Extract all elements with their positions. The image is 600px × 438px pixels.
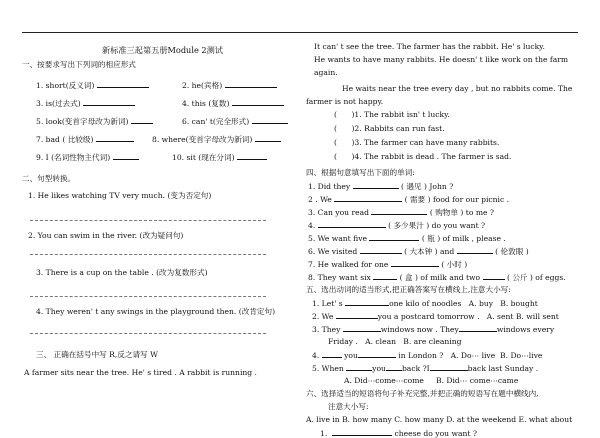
section6-heading: 六、选择适当的短语将句子补充完整,并把正确的短语写在题中横线内, bbox=[306, 389, 539, 398]
s1-item-5: 5. look(变首字母改为新词) bbox=[36, 116, 153, 126]
s4-item-5: 5. We want five ( 瓶 ) of milk , please . bbox=[308, 234, 506, 243]
s1-item-1: 1. short(反义词) bbox=[36, 80, 149, 90]
s1-item-9: 9. I (名词性物主代词) bbox=[36, 152, 139, 162]
answer-paren[interactable]: ( ) bbox=[334, 138, 355, 147]
answer-blank[interactable] bbox=[391, 259, 439, 267]
answer-blank[interactable] bbox=[255, 134, 281, 142]
section2-heading: 二、句型转换。 bbox=[22, 174, 76, 183]
answer-blank[interactable] bbox=[371, 207, 427, 215]
answer-blank[interactable] bbox=[353, 181, 399, 189]
answer-blank[interactable] bbox=[232, 98, 284, 106]
s1-item-3: 3. is(过去式) bbox=[36, 98, 135, 108]
answer-blank[interactable] bbox=[369, 233, 419, 241]
s5-item-3: 3. They windows now . They windows every bbox=[312, 325, 555, 334]
s6-options: A. live in B. how many C. how many D. at the weekend E. what about bbox=[306, 415, 573, 424]
s4-item-8: 8. They want six ( 盒 ) of milk and two ( 公斤 ) of eggs. bbox=[308, 273, 566, 282]
s3-passage-line-4: again. bbox=[314, 68, 338, 77]
answer-blank[interactable] bbox=[360, 246, 402, 254]
s1-item-2: 2. he(宾格) bbox=[182, 80, 277, 90]
s3-item-1: ( )1. The rabbit isn' t lucky. bbox=[334, 110, 450, 119]
answer-line[interactable] bbox=[30, 333, 266, 334]
s3-item-3: ( )3. The farmer can have many rabbits. bbox=[334, 138, 500, 147]
s1-item-4: 4. this (复数) bbox=[182, 98, 284, 108]
answer-blank[interactable] bbox=[225, 80, 277, 88]
answer-blank[interactable] bbox=[483, 272, 505, 280]
answer-blank[interactable] bbox=[322, 350, 342, 358]
answer-blank[interactable] bbox=[96, 134, 134, 142]
section5-heading: 五、选出动词的适当形式,把正确答案写在横线上,注意大小写: bbox=[306, 285, 511, 294]
section6-heading-cont: 注意大小写: bbox=[328, 402, 369, 411]
answer-paren[interactable]: ( ) bbox=[334, 152, 355, 161]
s5-item-5: 5. When you back ?I back last Sunday . bbox=[312, 364, 539, 373]
answer-blank[interactable] bbox=[97, 80, 149, 88]
s6-item-1: 1. cheese do you want ? bbox=[320, 429, 477, 438]
answer-blank[interactable] bbox=[113, 152, 139, 160]
answer-paren[interactable]: ( ) bbox=[334, 124, 355, 133]
answer-blank[interactable] bbox=[459, 324, 497, 332]
answer-blank[interactable] bbox=[358, 350, 396, 358]
answer-blank[interactable] bbox=[252, 116, 288, 124]
answer-line[interactable] bbox=[30, 220, 266, 221]
s2-item-4: 4. They weren' t any swings in the playground then. (改肯定句) bbox=[36, 307, 276, 316]
s4-item-1: 1. Did they ( 遇见 ) John ? bbox=[308, 182, 454, 191]
top-rule bbox=[22, 32, 578, 33]
s3-passage-line-3: He wants to have many rabbits. He doesn' t like work on the farm bbox=[314, 55, 569, 64]
s3-passage-line-5: He waits near the tree every day , but no rabbits come. The bbox=[342, 84, 573, 93]
s3-item-2: ( )2. Rabbits can run fast. bbox=[334, 124, 445, 133]
answer-blank[interactable] bbox=[318, 220, 386, 228]
answer-blank[interactable] bbox=[334, 194, 402, 202]
answer-blank[interactable] bbox=[343, 324, 381, 332]
s3-passage-line-6: farmer is not happy. bbox=[306, 97, 384, 106]
s2-item-2: 2. You can swim in the river. (改为疑问句) bbox=[28, 231, 184, 240]
s5-item-3-cont: Friday . A. clean B. are cleaning bbox=[328, 337, 462, 346]
s2-item-3: 3. There is a cup on the table . (改为复数形式) bbox=[36, 268, 208, 277]
section3-heading: 三、 正确在括号中写 R,反之请写 W bbox=[36, 350, 158, 359]
answer-line[interactable] bbox=[30, 254, 266, 255]
answer-blank[interactable] bbox=[336, 311, 378, 319]
answer-blank[interactable] bbox=[430, 363, 468, 371]
s1-item-7: 7. bad ( 比较级) bbox=[36, 134, 134, 144]
page-title: 新标准三起第五册Module 2测试 bbox=[102, 45, 223, 55]
s3-item-4: ( )4. The rabbit is dead . The farmer is sad. bbox=[334, 152, 512, 161]
s5-item-5-options: A. Did⋯come⋯come B. Did⋯ come⋯came bbox=[344, 376, 519, 385]
s4-item-3: 3. Can you read ( 购物单 ) to me ? bbox=[308, 208, 494, 217]
s5-item-4: 4. you in London ? A. Do⋯ live B. Do⋯live bbox=[312, 351, 543, 360]
s4-item-4: 4. ( 多少果汁 ) do you want ? bbox=[308, 221, 486, 230]
section1-heading: 一、按要求写出下列词的相应形式 bbox=[22, 60, 136, 69]
s5-item-1: 1. Let' s one kilo of noodles A. buy B. bought bbox=[312, 299, 538, 308]
s3-passage-line-2: It can' t see the tree. The farmer has the rabbit. He' s lucky. bbox=[314, 42, 545, 51]
s3-passage-line-1: A farmer sits near the tree. He' s tired . A rabbit is running . bbox=[24, 368, 257, 377]
s2-item-1: 1. He likes watching TV very much. (变为否定句) bbox=[28, 191, 212, 200]
answer-blank[interactable] bbox=[386, 363, 402, 371]
s4-item-2: 2 . We ( 需要 ) food for our picnic . bbox=[308, 195, 510, 204]
answer-blank[interactable] bbox=[131, 116, 153, 124]
answer-line[interactable] bbox=[30, 296, 266, 297]
answer-blank[interactable] bbox=[83, 98, 135, 106]
answer-blank[interactable] bbox=[332, 428, 392, 436]
s1-item-6: 6. can' t(完全形式) bbox=[182, 116, 288, 126]
answer-blank[interactable] bbox=[345, 298, 389, 306]
answer-paren[interactable]: ( ) bbox=[334, 110, 355, 119]
answer-blank[interactable] bbox=[346, 363, 372, 371]
s4-item-7: 7. He walked for one ( 小时 ) bbox=[308, 260, 468, 269]
answer-blank[interactable] bbox=[237, 152, 267, 160]
section4-heading: 四、根据句意填写出下面的单词: bbox=[306, 168, 415, 177]
s5-item-2: 2. We you a postcard tomorrow . A. sent B. will sent bbox=[312, 312, 559, 321]
s4-item-6: 6. We visited ( 大本钟 ) and ( 伦敦眼 ) bbox=[308, 247, 529, 256]
answer-blank[interactable] bbox=[373, 272, 397, 280]
s1-item-8: 8. where(变首字母改为新词) bbox=[152, 134, 281, 144]
s1-item-10: 10. sit (现在分词) bbox=[172, 152, 267, 162]
answer-blank[interactable] bbox=[457, 246, 493, 254]
